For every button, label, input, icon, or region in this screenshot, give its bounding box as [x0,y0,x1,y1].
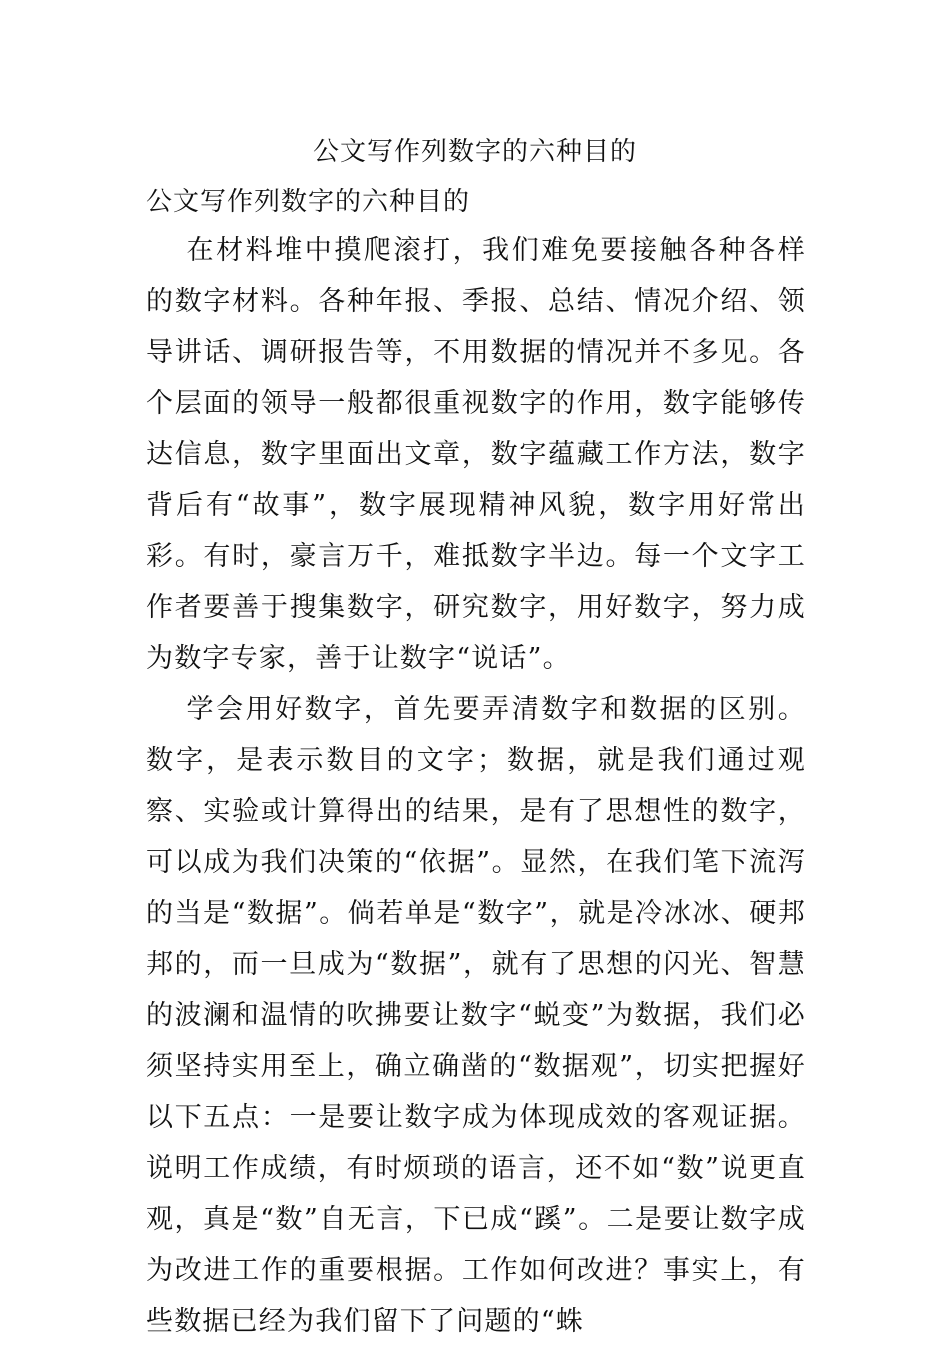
paragraph-2: 学会用好数字，首先要弄清数字和数据的区别。数字，是表示数目的文字；数据，就是我们通过观察、实验或计算得出的结果，是有了思想性的数字，可以成为我们决策的“依据”。显然，在我们笔下流泻的当是“数据”。倘若单是“数字”，就是冷冰冰、硬邦邦的，而一旦成为“数据”，就有了思想的闪光、智慧的波澜和温情的吹拂要让数字“蜕变”为数据，我们必须坚持实用至上，确立确凿的“数据观”，切实把握好以下五点：一是要让数字成为体现成效的客观证据。说明工作成绩，有时烦琐的语言，还不如“数”说更直观，真是“数”自无言，下已成“蹊”。二是要让数字成为改进工作的重要根据。工作如何改进？事实上，有些数据已经为我们留下了问题的“蛛 [146,694,806,1337]
document-subtitle: 公文写作列数字的六种目的 [146,187,471,217]
document-title: 公文写作列数字的六种目的 [312,137,637,167]
paragraph-1: 在材料堆中摸爬滚打，我们难免要接触各种各样的数字材料。各种年报、季报、总结、情况介绍、领导讲话、调研报告等，不用数据的情况并不多见。各个层面的领导一般都很重视数字的作用，数字能够传达信息，数字里面出文章，数字蕴藏工作方法，数字背后有“故事”，数字展现精神风貌，数字用好常出彩。有时，豪言万千，难抵数字半边。每一个文字工作者要善于搜集数字，研究数字，用好数字，努力成为数字专家，善于让数字“说话”。 [146,235,806,674]
document-body [146,225,806,1347]
